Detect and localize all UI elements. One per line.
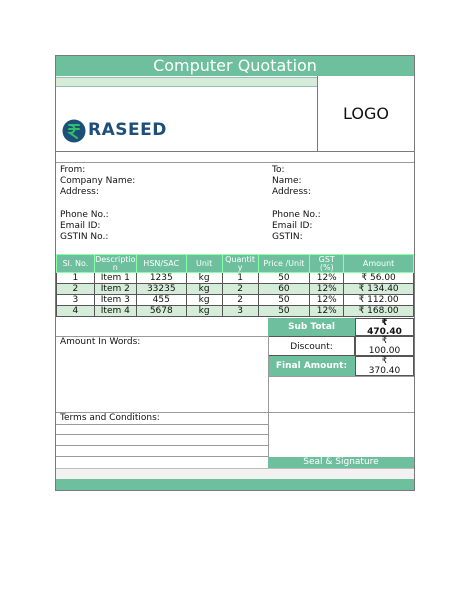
brand-name: RASEED [88, 120, 167, 140]
to-name: Name: [272, 176, 302, 186]
table-cell: 2 [222, 295, 258, 306]
rupee-coin-icon [62, 119, 86, 143]
col-header: Quantit y [222, 255, 258, 273]
footer-green-strip [56, 479, 414, 490]
table-cell: 1 [222, 273, 258, 284]
table-cell: Item 1 [94, 273, 136, 284]
table-cell: kg [186, 273, 222, 284]
to-email: Email ID: [272, 221, 313, 231]
table-row [57, 284, 414, 295]
header-strip [56, 77, 317, 87]
subtotal-value-cell [355, 318, 414, 336]
table-cell: ₹ 56.00 [344, 273, 414, 284]
table-cell: 50 [258, 273, 310, 284]
subtotal-symbol: ₹ [381, 318, 388, 328]
table-cell: 2 [222, 284, 258, 295]
discount-label: Discount: [268, 336, 355, 356]
table-row [57, 273, 414, 284]
table-cell: 4 [57, 306, 95, 317]
items-table [56, 254, 414, 317]
from-gstin: GSTIN No.: [60, 232, 109, 242]
from-label: From: [60, 165, 86, 175]
table-cell: Item 3 [94, 295, 136, 306]
col-header: HSN/SAC [136, 255, 186, 273]
final-symbol: ₹ [381, 356, 388, 366]
table-cell: 12% [310, 295, 344, 306]
terms-label: Terms and Conditions: [60, 413, 160, 423]
footer-gray-strip [56, 468, 414, 479]
table-cell: 12% [310, 306, 344, 317]
table-row [57, 295, 414, 306]
discount-value: 100.00 [368, 346, 401, 356]
table-cell: 5678 [136, 306, 186, 317]
final-amount-label: Final Amount: [268, 356, 355, 376]
col-header: Sl. No. [57, 255, 95, 273]
table-cell: 2 [57, 284, 95, 295]
table-cell: kg [186, 284, 222, 295]
subtotal-value: 470.40 [367, 327, 402, 337]
table-row [57, 306, 414, 317]
table-cell: 1 [57, 273, 95, 284]
page-title: Computer Quotation [56, 56, 414, 76]
to-address: Address: [272, 187, 311, 197]
seal-signature-label: Seal & Signature [268, 457, 414, 468]
to-phone: Phone No.: [272, 210, 321, 220]
table-cell: 33235 [136, 284, 186, 295]
final-value: 370.40 [368, 366, 401, 376]
table-cell: 60 [258, 284, 310, 295]
table-cell: 50 [258, 306, 310, 317]
to-label: To: [272, 165, 285, 175]
col-header: Unit [186, 255, 222, 273]
table-cell: Item 2 [94, 284, 136, 295]
table-cell: 1235 [136, 273, 186, 284]
col-header: GST (%) [310, 255, 344, 273]
to-gstin: GSTIN: [272, 232, 303, 242]
logo-placeholder: LOGO [343, 104, 389, 123]
table-header-row [57, 255, 414, 273]
table-cell: 3 [57, 295, 95, 306]
table-cell: ₹ 168.00 [344, 306, 414, 317]
from-email: Email ID: [60, 221, 101, 231]
from-company-name: Company Name: [60, 176, 136, 186]
from-address: Address: [60, 187, 99, 197]
from-phone: Phone No.: [60, 210, 109, 220]
table-cell: 50 [258, 295, 310, 306]
table-cell: 12% [310, 273, 344, 284]
table-cell: ₹ 112.00 [344, 295, 414, 306]
table-cell: kg [186, 295, 222, 306]
table-cell: Item 4 [94, 306, 136, 317]
table-cell: 3 [222, 306, 258, 317]
table-cell: 455 [136, 295, 186, 306]
subtotal-label: Sub Total [268, 318, 355, 336]
amount-in-words-label: Amount In Words: [60, 337, 141, 347]
col-header: Amount [344, 255, 414, 273]
col-header: Price /Unit [258, 255, 310, 273]
col-header: Descriptio n [95, 254, 136, 272]
table-cell: ₹ 134.40 [344, 284, 414, 295]
discount-symbol: ₹ [381, 336, 388, 346]
table-cell: kg [186, 306, 222, 317]
discount-value-cell [355, 336, 414, 356]
final-amount-cell [355, 356, 414, 376]
table-cell: 12% [310, 284, 344, 295]
